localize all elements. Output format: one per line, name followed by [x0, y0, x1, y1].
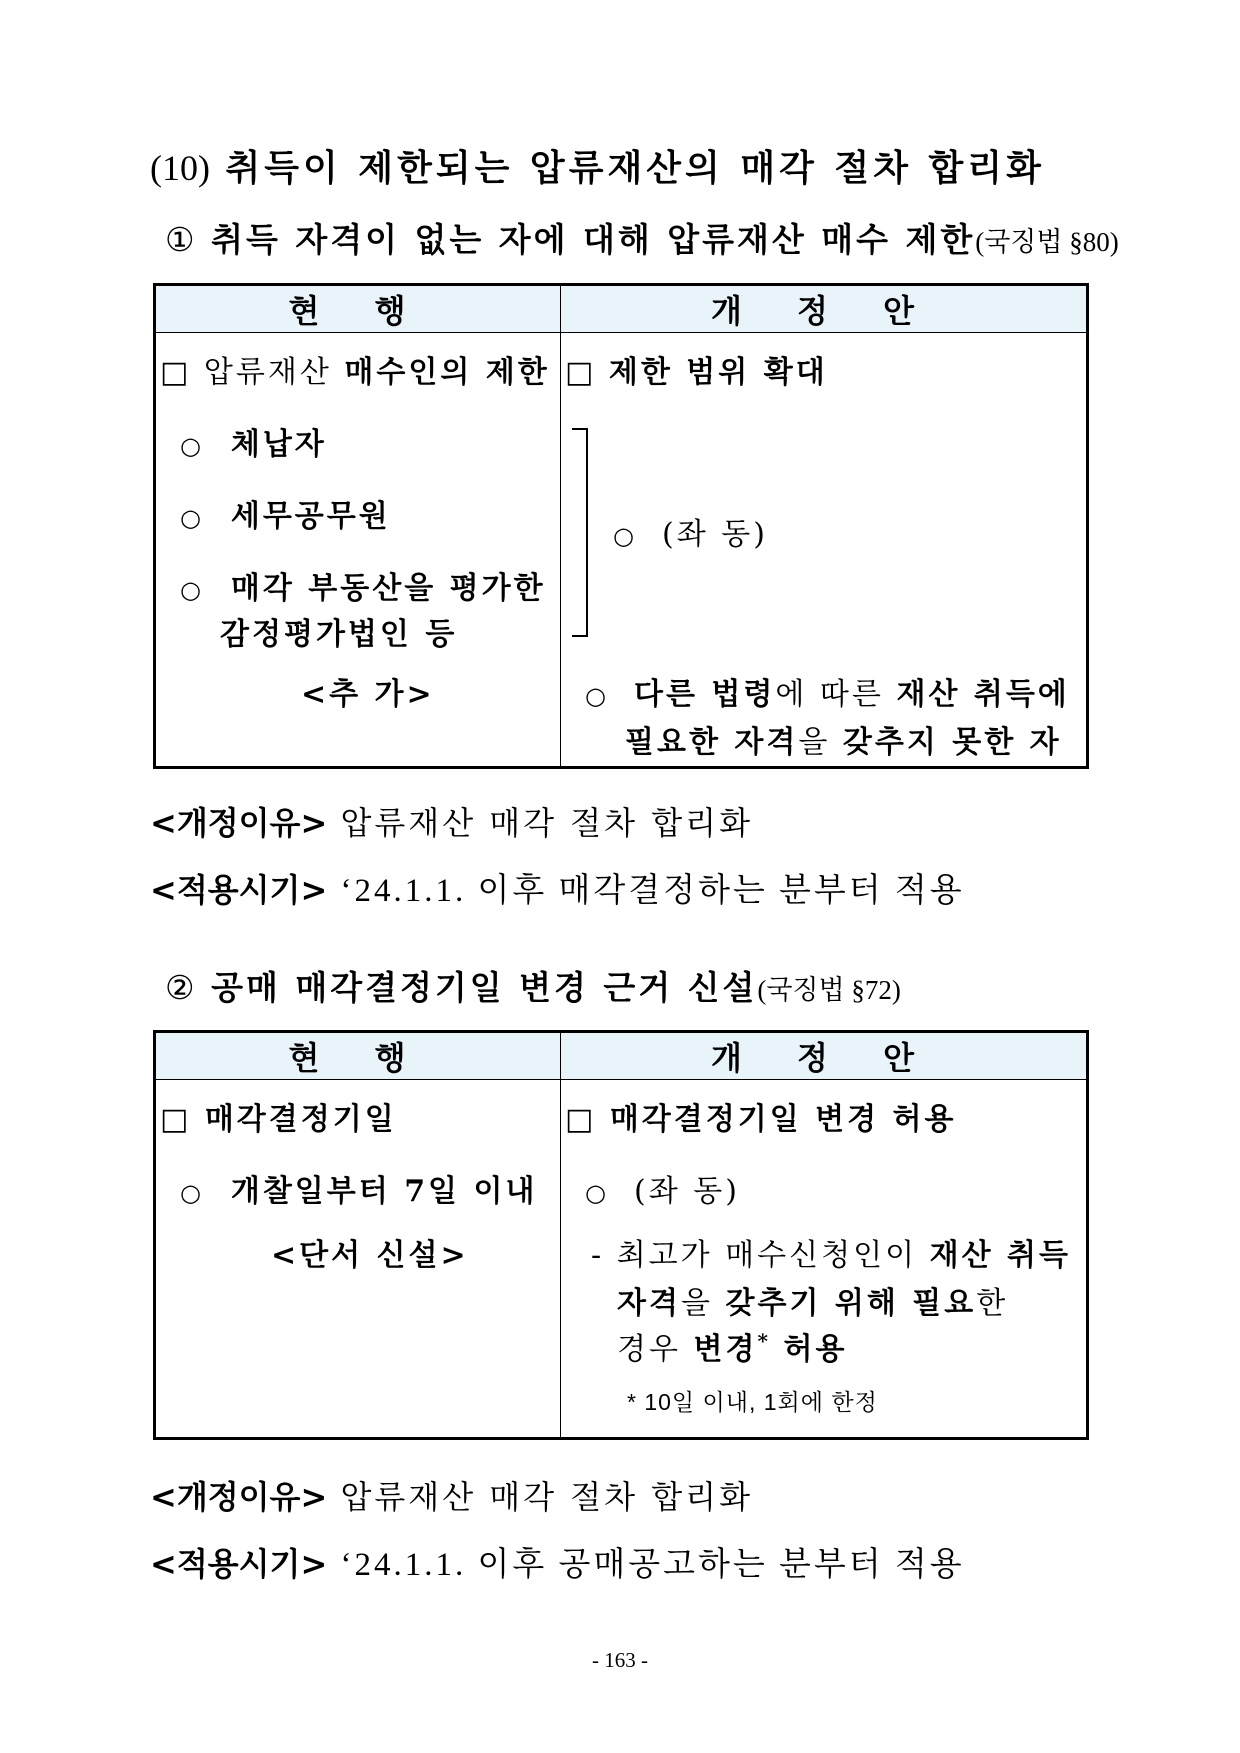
text-normal: 한 [976, 1286, 1009, 1321]
proposed-same-line [585, 1166, 740, 1210]
circle-bullet-icon: ○ [180, 504, 204, 532]
proposed-box-text: 매각결정기일 변경 허용 [609, 1102, 957, 1137]
apply-date-1 [150, 864, 965, 911]
item2-law: (국징법 §72) [757, 975, 901, 1005]
proposed-box-line [565, 1094, 957, 1138]
current-column [155, 333, 561, 768]
reason-text: 압류재산 매각 절차 합리화 [340, 804, 754, 842]
text-bold: 변경 [693, 1332, 758, 1367]
item2-title [165, 962, 901, 1009]
section-number: (10) [150, 148, 210, 188]
proposed-column [561, 1080, 1088, 1439]
current-bullet-1 [180, 419, 327, 463]
circle-bullet-icon: ○ [180, 1179, 204, 1207]
checkbox-square-icon: □ [565, 355, 597, 390]
current-box-text: 매각결정기일 [204, 1102, 397, 1137]
proposed-line-1 [591, 1230, 1071, 1274]
current-box-normal: 압류재산 [203, 355, 332, 390]
text-bold: 자격 [617, 1286, 681, 1321]
text-bold: 허용 [783, 1332, 848, 1367]
current-box-line [160, 347, 550, 391]
text-normal: 에 따른 [775, 677, 884, 712]
apply-text: ‘24.1.1. 이후 매각결정하는 분부터 적용 [340, 873, 965, 909]
header-proposed: 개 정 안 [561, 1032, 1088, 1080]
section-title-text: 취득이 제한되는 압류재산의 매각 절차 합리화 [225, 147, 1045, 189]
item1-title [165, 214, 1119, 261]
bullet-text: 체납자 [230, 427, 327, 462]
current-bullet [180, 1166, 537, 1210]
checkbox-square-icon: □ [160, 355, 192, 390]
proposed-box-bold: 제한 범위 확대 [608, 355, 828, 390]
current-added-note: <추 가> [301, 677, 435, 712]
reason-label: <개정이유> [150, 1478, 328, 1516]
circle-bullet-icon: ○ [613, 522, 637, 550]
apply-label: <적용시기> [150, 1545, 328, 1583]
proposed-same-line [613, 509, 768, 553]
item1-law: (국징법 §80) [975, 227, 1119, 257]
text-normal: 을 [798, 725, 831, 760]
item1-marker: ① [165, 220, 198, 259]
current-bullet-3-cont: 감정평가법인 등 [220, 617, 458, 652]
text-bold: 재산 취득에 [896, 677, 1070, 712]
text-bold: 갖추지 못한 자 [842, 725, 1062, 760]
same-as-left-bracket [572, 428, 588, 637]
comparison-table-1 [153, 283, 1089, 769]
current-box-bold: 매수인의 제한 [344, 355, 550, 390]
text-bold: 다른 법령 [634, 677, 776, 712]
text-bold: 갖추기 위해 필요 [725, 1286, 977, 1321]
proposed-column [561, 333, 1088, 768]
checkbox-square-icon: □ [565, 1102, 597, 1137]
item2-marker: ② [165, 968, 198, 1007]
reason-2 [150, 1472, 753, 1518]
footnote-mark: * [757, 1329, 771, 1353]
footnote: * 10일 이내, 1회에 한정 [627, 1389, 878, 1415]
reason-text: 압류재산 매각 절차 합리화 [340, 1478, 754, 1516]
proposed-line-2 [617, 1278, 1008, 1322]
dash-bullet: - [591, 1238, 605, 1273]
section-title [150, 140, 1045, 191]
page-number: - 163 - [592, 1648, 648, 1672]
comparison-table-2 [153, 1030, 1089, 1440]
current-box-line [160, 1094, 397, 1138]
item2-title-text: 공매 매각결정기일 변경 근거 신설 [211, 968, 758, 1007]
circle-bullet-icon: ○ [585, 1179, 609, 1207]
text-normal: 경우 [617, 1332, 681, 1367]
current-column [155, 1080, 561, 1439]
apply-label: <적용시기> [150, 871, 328, 909]
proposed-new-line-1 [585, 669, 1070, 713]
header-proposed: 개 정 안 [561, 285, 1088, 333]
proposed-new-line-2 [625, 717, 1062, 761]
current-bullet-2 [180, 491, 391, 535]
proposed-line-3 [617, 1324, 847, 1368]
bullet-text: 매각 부동산을 평가한 [230, 571, 546, 606]
current-bullet-3 [180, 563, 546, 607]
header-current: 현 행 [155, 285, 561, 333]
circle-bullet-icon: ○ [585, 682, 609, 710]
proposed-box-line [565, 347, 828, 391]
reason-label: <개정이유> [150, 804, 328, 842]
checkbox-square-icon: □ [160, 1102, 192, 1137]
circle-bullet-icon: ○ [180, 576, 204, 604]
text-normal: 최고가 매수신청인이 [616, 1238, 918, 1273]
apply-date-2 [150, 1538, 965, 1585]
bullet-text: 개찰일부터 7일 이내 [230, 1174, 538, 1209]
text-bold: 필요한 자격 [625, 725, 799, 760]
circle-bullet-icon: ○ [180, 432, 204, 460]
proposed-same: (좌 동) [634, 1174, 740, 1209]
apply-text: ‘24.1.1. 이후 공매공고하는 분부터 적용 [340, 1547, 965, 1583]
reason-1 [150, 798, 753, 844]
text-bold: 재산 취득 [929, 1238, 1071, 1273]
current-new-note: <단서 신설> [271, 1238, 469, 1273]
proposed-same: (좌 동) [662, 517, 768, 552]
text-normal: 을 [680, 1286, 713, 1321]
header-current: 현 행 [155, 1032, 561, 1080]
item1-title-text: 취득 자격이 없는 자에 대해 압류재산 매수 제한 [211, 220, 976, 259]
bullet-text: 세무공무원 [230, 499, 391, 534]
